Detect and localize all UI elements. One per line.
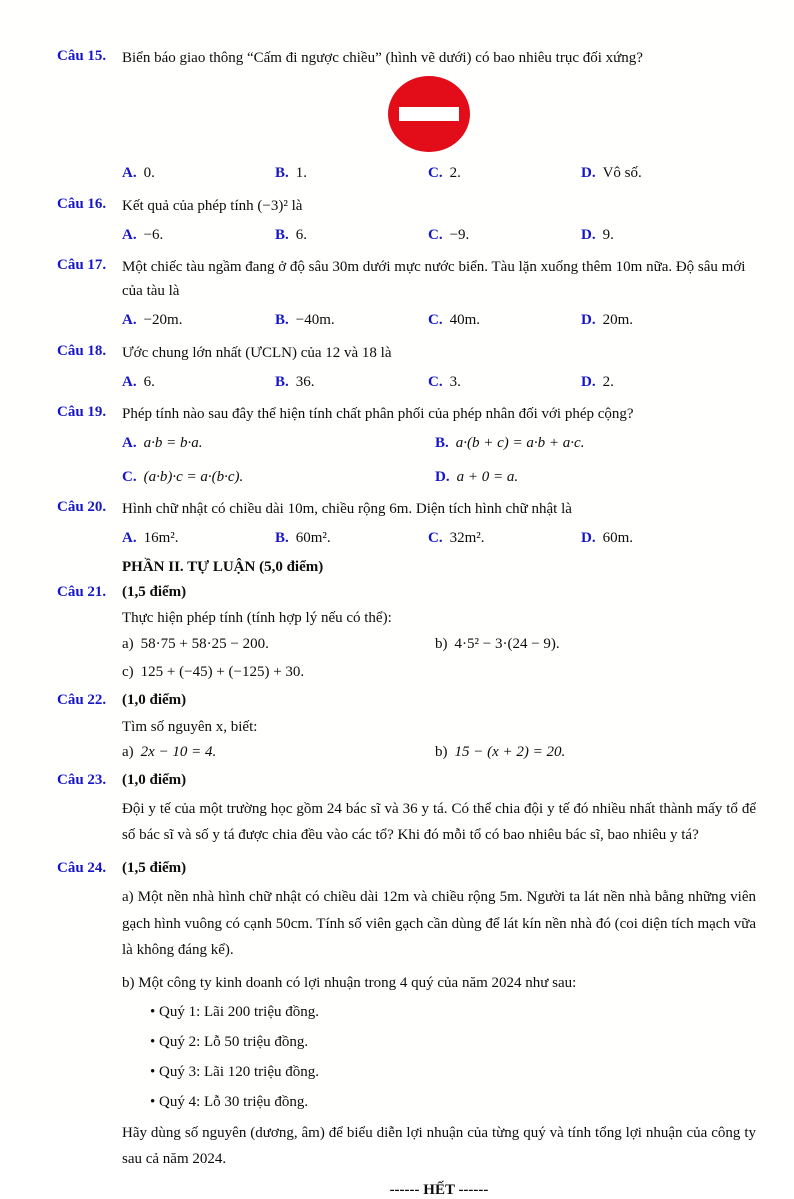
option-value: 20m. (602, 312, 634, 328)
question-18-text: Ước chung lớn nhất (ƯCLN) của 12 và 18 là (122, 344, 392, 361)
question-22-points: (1,0 điểm) (122, 691, 187, 708)
option-letter: C. (428, 312, 443, 328)
question-20-number: Câu 20. (57, 499, 107, 515)
part-expression: 4·5² − 3·(24 − 9). (454, 635, 560, 652)
question-block-20 (57, 497, 756, 550)
option-value: (a·b)·c = a·(b·c). (143, 468, 244, 485)
option-a (122, 162, 275, 185)
quarter-profit-list (150, 1002, 756, 1113)
option-letter: C. (428, 226, 443, 243)
option-a (122, 309, 275, 332)
option-d (581, 371, 756, 394)
question-15-number: Câu 15. (57, 48, 107, 64)
part-b (435, 744, 756, 761)
option-letter: B. (275, 165, 289, 181)
question-block-19 (57, 402, 756, 488)
option-value: 2. (602, 373, 614, 390)
option-letter: A. (122, 435, 137, 451)
question-21-number: Câu 21. (57, 583, 107, 600)
end-of-exam-marker: ------ HẾT ------ (389, 1182, 489, 1199)
question-24-points: (1,5 điểm) (122, 860, 187, 877)
option-value: 36. (295, 373, 315, 390)
question-19-options (122, 432, 756, 488)
option-letter: B. (275, 530, 289, 546)
question-24-part-a: a) Một nền nhà hình chữ nhật có chiều dài 12m và chiều rộng 5m. Người ta lát nền nhà bằng những viên gạch hình vuông có cạnh 50cm. Tính số viên gạch cần dùng để lát kín nền nhà đó (coi diện tích mạch vữa là không đáng kể). (122, 888, 756, 959)
option-value: 6. (143, 373, 155, 390)
option-letter: D. (581, 226, 596, 243)
question-17-options (122, 309, 756, 332)
part-expression: 125 + (−45) + (−125) + 30. (140, 663, 305, 680)
question-20-options (122, 527, 756, 550)
option-letter: C. (428, 373, 443, 390)
question-block-23 (57, 770, 756, 849)
option-value: −40m. (295, 312, 335, 328)
option-c (428, 371, 581, 394)
question-22-number: Câu 22. (57, 691, 107, 708)
list-item-quarter-1: • Quý 1: Lãi 200 triệu đồng. (150, 1002, 756, 1024)
question-21-intro: Thực hiện phép tính (tính hợp lý nếu có thể): (122, 610, 392, 627)
option-letter: B. (275, 312, 289, 328)
part-expression: 58·75 + 58·25 − 200. (140, 635, 269, 652)
option-b (275, 162, 428, 185)
part-b (435, 636, 756, 653)
option-c (428, 162, 581, 185)
option-letter: A. (122, 312, 137, 328)
option-value: −9. (449, 226, 470, 243)
part-equation: 15 − (x + 2) = 20. (454, 744, 566, 760)
question-20-text: Hình chữ nhật có chiều dài 10m, chiều rộng 6m. Diện tích hình chữ nhật là (122, 501, 572, 517)
option-letter: C. (428, 530, 443, 546)
option-c (122, 466, 435, 489)
option-d (581, 309, 756, 332)
option-c (428, 224, 581, 247)
part-letter: b) (435, 744, 448, 760)
sign-bar (399, 107, 459, 121)
option-value: −6. (143, 226, 164, 243)
option-value: 2. (449, 165, 461, 181)
option-value: 60m². (295, 530, 331, 546)
option-b (435, 432, 756, 455)
no-entry-sign (112, 76, 746, 152)
option-letter: A. (122, 373, 137, 390)
option-value: 3. (449, 373, 461, 390)
question-19-number: Câu 19. (57, 404, 107, 420)
list-item-quarter-4: • Quý 4: Lỗ 30 triệu đồng. (150, 1092, 756, 1114)
question-24-part-b-intro: b) Một công ty kinh doanh có lợi nhuận trong 4 quý của năm 2024 như sau: (122, 974, 577, 991)
part-c (122, 664, 435, 681)
option-letter: A. (122, 226, 137, 243)
option-value: 16m². (143, 530, 179, 546)
option-d (581, 527, 756, 550)
part-letter: b) (435, 635, 448, 652)
question-24-part-b-close: Hãy dùng số nguyên (dương, âm) để biểu diễn lợi nhuận của từng quý và tính tổng lợi nhuận của công ty sau cả năm 2024. (122, 1125, 756, 1167)
option-value: 9. (602, 226, 614, 243)
option-b (275, 527, 428, 550)
option-letter: C. (428, 165, 443, 181)
question-15-text: Biển báo giao thông “Cấm đi ngược chiều” (hình vẽ dưới) có bao nhiêu trục đối xứng? (122, 50, 643, 66)
option-letter: D. (581, 530, 596, 546)
part-letter: a) (122, 744, 134, 760)
option-a (122, 527, 275, 550)
option-b (275, 371, 428, 394)
question-23-points: (1,0 điểm) (122, 772, 187, 788)
option-value: Vô số. (602, 165, 642, 181)
option-value: 32m². (449, 530, 485, 546)
option-letter: D. (435, 468, 450, 485)
option-d (435, 466, 756, 489)
question-19-text: Phép tính nào sau đây thể hiện tính chất phân phối của phép nhân đối với phép cộng? (122, 406, 634, 422)
option-d (581, 162, 756, 185)
question-block-16 (57, 194, 756, 247)
part-a (122, 744, 435, 761)
question-23-body: Đội y tế của một trường học gồm 24 bác sĩ và 36 y tá. Có thể chia đội y tế đó nhiều nhất thành mấy tổ để số bác sĩ và số y tá được chia đều vào các tổ? Khi đó mỗi tổ có bao nhiêu bác sĩ, bao nhiêu y tá? (122, 800, 756, 844)
option-letter: B. (435, 435, 449, 451)
option-c (428, 527, 581, 550)
option-value: a + 0 = a. (456, 468, 519, 485)
option-value: 0. (143, 165, 155, 181)
question-block-21 (57, 582, 756, 681)
option-value: −20m. (143, 312, 183, 328)
option-letter: D. (581, 312, 596, 328)
question-16-number: Câu 16. (57, 195, 107, 212)
question-22-intro: Tìm số nguyên x, biết: (122, 718, 258, 735)
option-letter: D. (581, 373, 596, 390)
no-entry-sign-image (388, 76, 470, 152)
question-21-parts (122, 636, 756, 681)
question-16-text: Kết quả của phép tính (−3)² là (122, 197, 303, 214)
question-22-parts (122, 744, 756, 761)
question-15-options (122, 162, 756, 185)
question-block-17 (57, 255, 756, 332)
option-letter: A. (122, 165, 137, 181)
option-value: 60m. (602, 530, 634, 546)
question-block-24 (57, 858, 756, 1172)
list-item-quarter-3: • Quý 3: Lãi 120 triệu đồng. (150, 1062, 756, 1084)
option-a (122, 224, 275, 247)
option-value: 1. (295, 165, 308, 181)
question-18-options (122, 371, 756, 394)
part-letter: c) (122, 663, 134, 680)
question-block-22 (57, 690, 756, 761)
option-d (581, 224, 756, 247)
question-17-number: Câu 17. (57, 257, 107, 273)
option-value: 40m. (449, 312, 481, 328)
option-letter: A. (122, 530, 137, 546)
option-a (122, 432, 435, 455)
option-a (122, 371, 275, 394)
question-block-18 (57, 341, 756, 394)
question-18-number: Câu 18. (57, 342, 107, 359)
part2-heading: PHẦN II. TỰ LUẬN (5,0 điểm) (122, 558, 324, 575)
list-item-quarter-2: • Quý 2: Lỗ 50 triệu đồng. (150, 1032, 756, 1054)
option-value: a·b = b·a. (143, 435, 203, 451)
option-b (275, 224, 428, 247)
question-24-number: Câu 24. (57, 860, 107, 877)
question-16-options (122, 224, 756, 247)
question-23-number: Câu 23. (57, 772, 107, 788)
option-b (275, 309, 428, 332)
part-a (122, 636, 435, 653)
part-equation: 2x − 10 = 4. (140, 744, 217, 760)
question-17-text: Một chiếc tàu ngầm đang ở độ sâu 30m dưới mực nước biển. Tàu lặn xuống thêm 10m nữa. Độ sâu mới của tàu là (122, 259, 746, 299)
option-c (428, 309, 581, 332)
option-letter: B. (275, 226, 289, 243)
option-value: 6. (295, 226, 308, 243)
option-letter: C. (122, 468, 137, 485)
option-value: a·(b + c) = a·b + a·c. (455, 435, 585, 451)
question-21-points: (1,5 điểm) (122, 583, 187, 600)
option-letter: B. (275, 373, 289, 390)
option-letter: D. (581, 165, 596, 181)
part-letter: a) (122, 635, 134, 652)
question-block-15 (57, 46, 756, 185)
